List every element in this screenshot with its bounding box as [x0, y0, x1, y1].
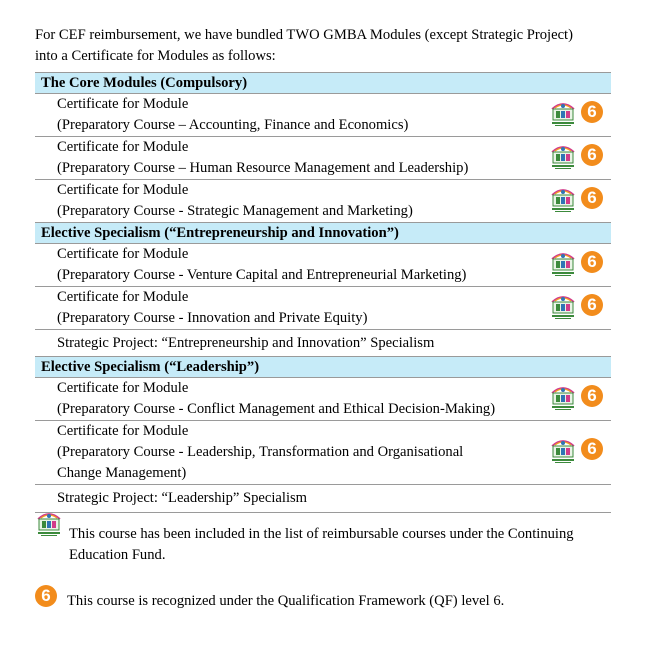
row-line: Certificate for Module	[57, 380, 189, 396]
qf-level-badge-icon: 6	[581, 187, 603, 209]
section-leadership-header	[35, 357, 611, 378]
section-title: Elective Specialism (“Entrepreneurship and Innovation”)	[35, 223, 611, 244]
section-core-header	[35, 73, 611, 94]
table-row	[35, 378, 611, 421]
qf-level-badge-icon: 6	[581, 385, 603, 407]
intro-line-1: For CEF reimbursement, we have bundled TWO GMBA Modules (except Strategic Project)	[35, 27, 573, 43]
row-line: (Preparatory Course - Innovation and Private Equity)	[57, 310, 368, 326]
section-title: The Core Modules (Compulsory)	[35, 73, 611, 94]
qf-legend-text: This course is recognized under the Qualification Framework (QF) level 6.	[67, 593, 505, 609]
table-row	[35, 244, 611, 287]
cef-logo-icon	[549, 183, 577, 213]
table-row	[35, 94, 611, 137]
row-line: Certificate for Module	[57, 423, 189, 439]
row-line: (Preparatory Course - Strategic Management and Marketing)	[57, 203, 413, 219]
qf-level-badge-icon: 6	[35, 585, 57, 607]
table-row	[35, 137, 611, 180]
row-line: Certificate for Module	[57, 289, 189, 305]
cef-logo-icon	[549, 434, 577, 464]
table-row	[35, 421, 611, 485]
section-entrepreneurship-header	[35, 223, 611, 244]
intro-line-2: into a Certificate for Modules as follows:	[35, 48, 276, 64]
cef-logo-icon	[549, 290, 577, 320]
cef-logo-icon	[549, 381, 577, 411]
row-line: Strategic Project: “Leadership” Specialism	[57, 490, 308, 506]
row-line: Certificate for Module	[57, 139, 189, 155]
row-line: Strategic Project: “Entrepreneurship and Innovation” Specialism	[57, 335, 435, 351]
row-line: (Preparatory Course - Conflict Management and Ethical Decision-Making)	[57, 401, 496, 417]
table-row	[35, 287, 611, 330]
table-row	[35, 180, 611, 223]
row-line: Certificate for Module	[57, 96, 189, 112]
table-row	[35, 330, 611, 357]
qf-level-badge-icon: 6	[581, 251, 603, 273]
qf-legend	[35, 585, 625, 612]
qf-level-badge-icon: 6	[581, 294, 603, 316]
section-title: Elective Specialism (“Leadership”)	[35, 357, 611, 378]
cef-logo-icon	[549, 247, 577, 277]
row-line: Certificate for Module	[57, 246, 189, 262]
row-line: Certificate for Module	[57, 182, 189, 198]
cef-logo-icon	[549, 97, 577, 127]
qf-level-badge-icon: 6	[581, 438, 603, 460]
cef-legend	[35, 507, 625, 566]
qf-level-badge-icon: 6	[581, 101, 603, 123]
qf-level-badge-icon: 6	[581, 144, 603, 166]
intro-paragraph	[35, 25, 635, 67]
modules-table	[35, 72, 611, 513]
row-line: Change Management)	[57, 465, 187, 481]
row-line: (Preparatory Course - Venture Capital and Entrepreneurial Marketing)	[57, 267, 467, 283]
cef-logo-icon	[549, 140, 577, 170]
row-line: (Preparatory Course - Leadership, Transformation and Organisational	[57, 444, 464, 460]
cef-legend-text: This course has been included in the list of reimbursable courses under the Continuing Education Fund.	[69, 526, 574, 563]
row-line: (Preparatory Course – Human Resource Management and Leadership)	[57, 160, 469, 176]
row-line: (Preparatory Course – Accounting, Finance and Economics)	[57, 117, 409, 133]
cef-logo-icon	[35, 507, 63, 537]
